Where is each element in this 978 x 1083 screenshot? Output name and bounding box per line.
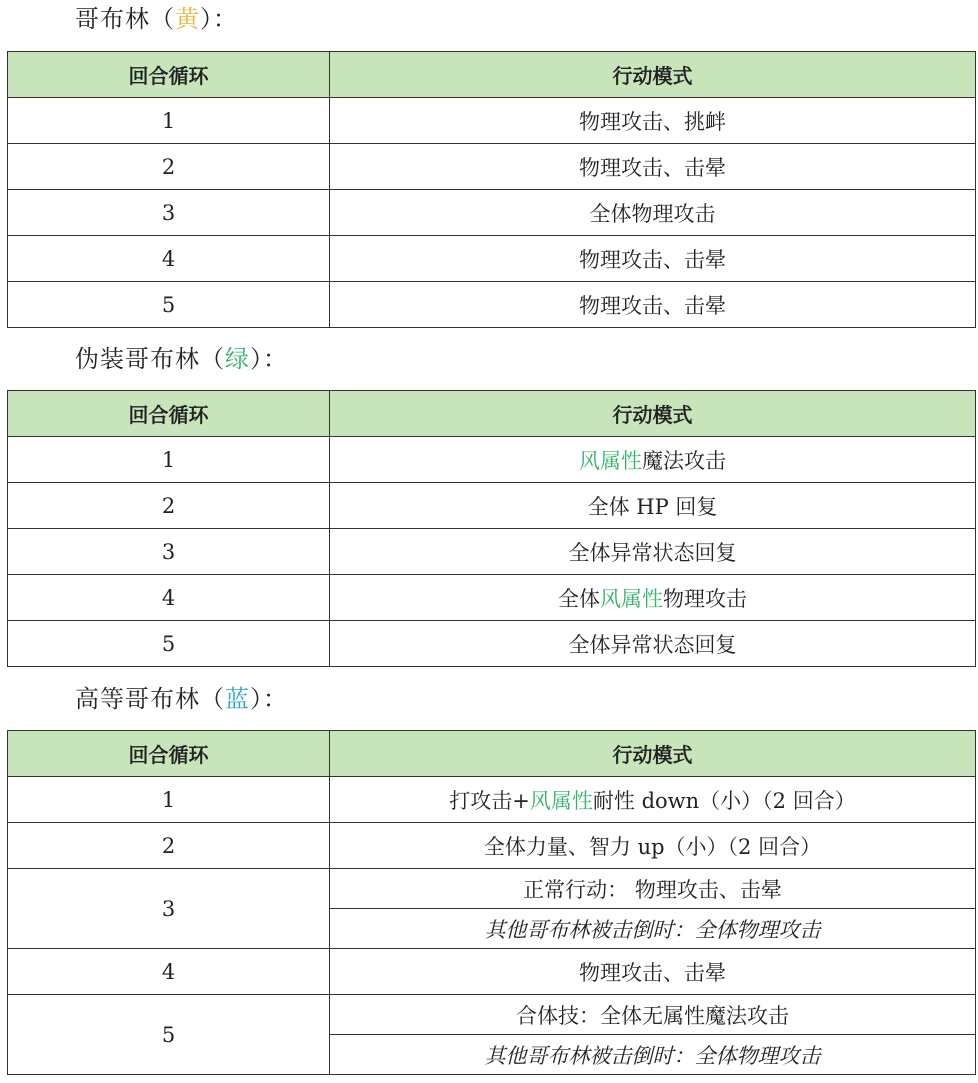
action-table-disguised-goblin xyxy=(7,390,976,667)
action-cell: 物理攻击、击晕 xyxy=(330,282,976,328)
turn-cell: 2 xyxy=(8,483,330,529)
section-heading-disguised-goblin xyxy=(75,344,288,374)
element-wind: 风属性 xyxy=(579,448,642,473)
action-cell: 物理攻击、击晕 xyxy=(330,949,976,995)
action-text: 耐性 down（小）（2 回合） xyxy=(592,788,856,813)
action-cell xyxy=(330,777,976,823)
action-cell: 全体力量、智力 up（小）（2 回合） xyxy=(330,823,976,869)
turn-cell: 3 xyxy=(8,190,330,236)
turn-cell: 1 xyxy=(8,437,330,483)
heading-color-word: 黄 xyxy=(175,5,200,33)
action-text: 全体 xyxy=(558,586,600,611)
table-row xyxy=(8,437,976,483)
action-cell: 物理攻击、挑衅 xyxy=(330,98,976,144)
action-cell xyxy=(330,437,976,483)
table-row xyxy=(8,777,976,823)
table-row xyxy=(8,483,976,529)
element-wind: 风属性 xyxy=(529,788,593,813)
header-turn-cycle: 回合循环 xyxy=(8,391,330,437)
table-row xyxy=(8,529,976,575)
action-text: 魔法攻击 xyxy=(642,448,726,473)
action-cell-normal: 合体技：全体无属性魔法攻击 xyxy=(330,995,976,1035)
table-row xyxy=(8,575,976,621)
header-action-pattern: 行动模式 xyxy=(330,52,976,98)
heading-text: 伪装哥布林（ xyxy=(75,345,225,373)
action-cell-alternate: 其他哥布林被击倒时：全体物理攻击 xyxy=(330,1035,976,1075)
action-text: 物理攻击 xyxy=(663,586,747,611)
table-row xyxy=(8,282,976,328)
table-row xyxy=(8,144,976,190)
turn-cell: 1 xyxy=(8,98,330,144)
heading-text: 高等哥布林（ xyxy=(75,685,225,713)
turn-cell: 5 xyxy=(8,995,330,1075)
table-row xyxy=(8,98,976,144)
action-cell: 全体异常状态回复 xyxy=(330,529,976,575)
header-action-pattern: 行动模式 xyxy=(330,731,976,777)
heading-suffix: ）： xyxy=(250,345,288,373)
heading-color-word: 绿 xyxy=(225,345,250,373)
turn-cell: 5 xyxy=(8,282,330,328)
header-turn-cycle: 回合循环 xyxy=(8,731,330,777)
table-header-row xyxy=(8,731,976,777)
heading-color-word: 蓝 xyxy=(225,685,250,713)
section-heading-high-goblin xyxy=(75,684,288,714)
heading-suffix: ）： xyxy=(200,5,238,33)
table-header-row xyxy=(8,52,976,98)
action-cell: 全体物理攻击 xyxy=(330,190,976,236)
table-row xyxy=(8,995,976,1035)
table-header-row xyxy=(8,391,976,437)
table-row xyxy=(8,823,976,869)
heading-suffix: ）： xyxy=(250,685,288,713)
heading-text: 哥布林（ xyxy=(75,5,175,33)
turn-cell: 1 xyxy=(8,777,330,823)
turn-cell: 5 xyxy=(8,621,330,667)
action-cell: 物理攻击、击晕 xyxy=(330,236,976,282)
turn-cell: 4 xyxy=(8,575,330,621)
turn-cell: 3 xyxy=(8,869,330,949)
table-row xyxy=(8,869,976,909)
table-row xyxy=(8,949,976,995)
action-cell xyxy=(330,575,976,621)
action-table-high-goblin xyxy=(7,730,976,1075)
action-cell: 全体异常状态回复 xyxy=(330,621,976,667)
element-wind: 风属性 xyxy=(600,586,663,611)
section-heading-goblin xyxy=(75,4,238,34)
turn-cell: 4 xyxy=(8,236,330,282)
turn-cell: 3 xyxy=(8,529,330,575)
header-action-pattern: 行动模式 xyxy=(330,391,976,437)
header-turn-cycle: 回合循环 xyxy=(8,52,330,98)
turn-cell: 4 xyxy=(8,949,330,995)
action-cell-alternate: 其他哥布林被击倒时：全体物理攻击 xyxy=(330,909,976,949)
table-row xyxy=(8,621,976,667)
action-cell: 全体 HP 回复 xyxy=(330,483,976,529)
turn-cell: 2 xyxy=(8,144,330,190)
action-table-goblin xyxy=(7,51,976,328)
table-row xyxy=(8,190,976,236)
action-cell: 物理攻击、击晕 xyxy=(330,144,976,190)
action-cell-normal: 正常行动： 物理攻击、击晕 xyxy=(330,869,976,909)
table-row xyxy=(8,236,976,282)
turn-cell: 2 xyxy=(8,823,330,869)
action-text: 打攻击+ xyxy=(449,788,530,813)
